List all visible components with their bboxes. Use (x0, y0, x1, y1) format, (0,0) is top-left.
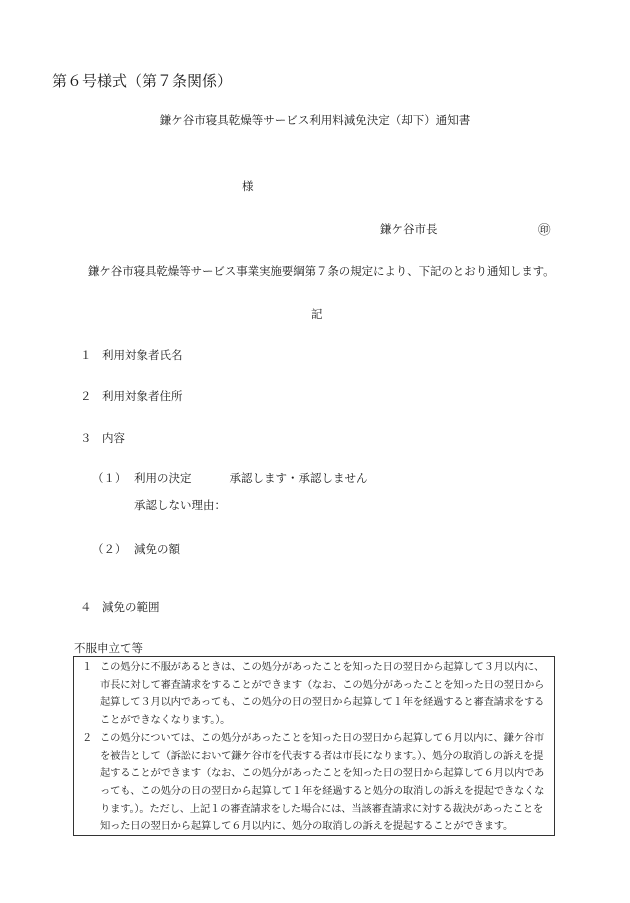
item-number: ２ (80, 389, 92, 403)
addressee-suffix: 様 (242, 179, 254, 193)
intro-text: 鎌ケ谷市寝具乾燥等サービス事業実施要綱第７条の規定により、下記のとおり通知します。 (88, 264, 555, 278)
form-number: 第６号様式（第７条関係） (52, 72, 233, 90)
appeal-paragraph (82, 730, 548, 836)
appeal-paragraph (82, 659, 548, 730)
sub-item-label: 利用の決定 (134, 471, 192, 485)
item-applicant-address (80, 388, 183, 404)
item-label: 利用対象者住所 (102, 389, 183, 403)
issuer-name: 鎌ケ谷市長 (380, 222, 438, 236)
decision-options: 承認します・承認しません (229, 471, 368, 485)
item-reduction-scope (80, 599, 160, 615)
paragraph-text: この処分に不服があるときは、この処分があったことを知った日の翌日から起算して３月以内に、市長に対して審査請求をすることができます（なお、この処分があったことを知った日の翌日から起算して３月以内であっても、この処分の日の翌日から起算して１年を経過すると審査請求をすることができなくなります。）。 (100, 661, 545, 727)
item-number: １ (80, 348, 92, 362)
appeal-notice-box (73, 656, 555, 836)
item-label: 内容 (102, 431, 125, 445)
ki-heading: 記 (311, 307, 323, 321)
sub-item-decision (92, 470, 368, 486)
sub-item-amount (92, 541, 180, 557)
sub-item-number: （１） (92, 471, 127, 485)
sub-item-label: 減免の額 (134, 542, 180, 556)
seal-mark: ㊞ (538, 222, 551, 237)
sub-item-number: （２） (92, 542, 127, 556)
item-label: 減免の範囲 (102, 600, 160, 614)
item-number: ３ (80, 431, 92, 445)
paragraph-number: １ (82, 661, 93, 673)
paragraph-text: この処分については、この処分があったことを知った日の翌日から起算して６月以内に、鎌ケ谷市を被告として（訴訟において鎌ケ谷市を代表する者は市長になります。）、処分の取消しの訴えを提起することができます（なお、この処分があったことを知った日の翌日から起算して６月以内であっても、この処分の日の翌日から起算して１年を経過すると処分の取消しの訴えを提起できなくなります。）。ただし、上記１の審査請求をした場合には、当該審査請求に対する裁決があったことを知った日の翌日から起算して６月以内に、処分の取消しの訴えを提起することができます。 (100, 731, 545, 833)
reason-label: 承認しない理由： (134, 498, 226, 512)
document-title: 鎌ケ谷市寝具乾燥等サービス利用料減免決定（却下）通知書 (159, 113, 471, 127)
item-number: ４ (80, 600, 92, 614)
appeal-heading: 不服申立て等 (74, 641, 143, 655)
item-applicant-name (80, 347, 183, 363)
item-content (80, 430, 125, 446)
item-label: 利用対象者氏名 (102, 348, 183, 362)
paragraph-number: ２ (82, 731, 93, 744)
